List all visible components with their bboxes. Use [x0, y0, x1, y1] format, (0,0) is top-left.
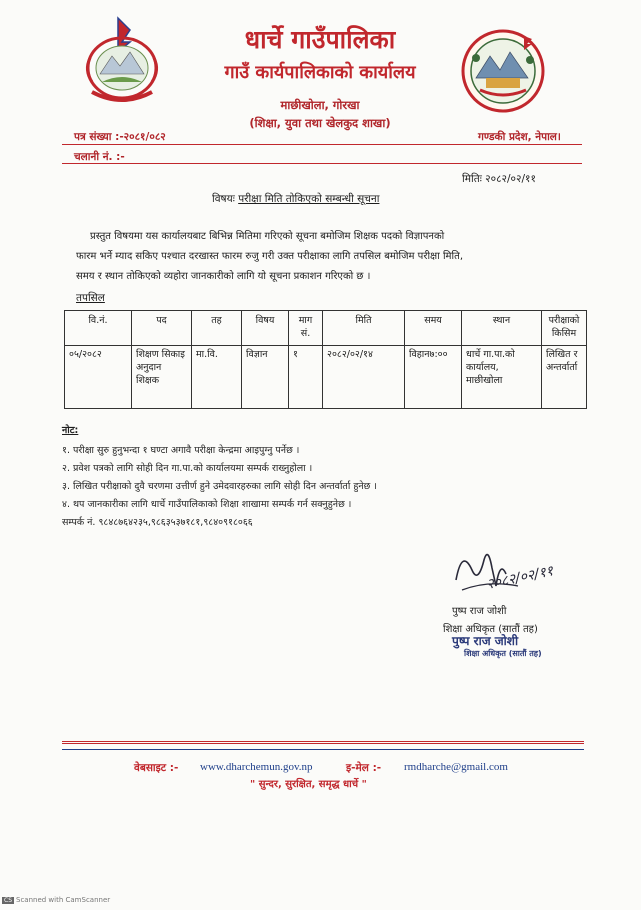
cell-date: २०८२/०२/१४ — [323, 346, 405, 409]
signatory-name: पुष्प राज जोशी — [452, 606, 507, 617]
cell-post: शिक्षण सिकाइ अनुदान शिक्षक — [132, 346, 192, 409]
col-header-serial: वि.नं. — [65, 311, 132, 346]
schedule-title: तपसिल — [76, 292, 105, 304]
header-rule-1 — [62, 144, 582, 145]
footer-rule-red — [62, 741, 584, 744]
email-link[interactable]: rmdharche@gmail.com — [404, 761, 508, 773]
col-header-venue: स्थान — [462, 311, 542, 346]
cell-demand: १ — [289, 346, 323, 409]
table-row — [65, 346, 587, 409]
municipality-name: धार्चे गाउँपालिका — [244, 25, 396, 54]
cell-venue: धार्चे गा.पा.को कार्यालय, माछीखोला — [462, 346, 542, 409]
footer-slogan: " सुन्दर, सुरक्षित, समृद्ध धार्चे " — [250, 779, 367, 790]
table-header-row — [65, 311, 587, 346]
note-item: ४. थप जानकारीका लागि धार्चे गाउँपालिकाको शिक्षा शाखामा सम्पर्क गर्न सक्नुहुनेछ । — [62, 499, 352, 510]
col-header-level: तह — [192, 311, 242, 346]
section-name: (शिक्षा, युवा तथा खेलकुद शाखा) — [249, 116, 391, 130]
cell-exam-type: लिखित र अन्तर्वार्ता — [542, 346, 587, 409]
scanner-watermark — [2, 896, 110, 904]
body-line-2: फारम भर्ने म्याद सकिए पश्चात दरखास्त फारम रुजु गरी उक्त परीक्षाका लागि तपसिल बमोजिम परीक्षा मिति, — [76, 251, 464, 262]
notes-title: नोट: — [62, 425, 79, 436]
letter-number: पत्र संख्या :-२०८१/०८२ — [74, 131, 166, 143]
note-item: १. परीक्षा सुरु हुनुभन्दा १ घण्टा अगावै परीक्षा केन्द्रमा आइपुग्नु पर्नेछ । — [62, 445, 300, 456]
col-header-subject: विषय — [242, 311, 289, 346]
email-label: इ-मेल :- — [346, 762, 382, 774]
cell-serial: ०५/२०८२ — [65, 346, 132, 409]
stamp-designation: शिक्षा अधिकृत (सातौं तह) — [464, 649, 542, 658]
header-rule-2 — [62, 163, 582, 164]
cell-level: मा.वि. — [192, 346, 242, 409]
footer-rule-blue — [62, 749, 584, 750]
signatory-designation: शिक्षा अधिकृत (सातौं तह) — [443, 624, 538, 635]
exam-schedule-table — [64, 310, 587, 409]
col-header-time: समय — [405, 311, 462, 346]
cell-subject: विज्ञान — [242, 346, 289, 409]
watermark-text: Scanned with CamScanner — [16, 896, 111, 904]
subject-line — [212, 192, 379, 206]
col-header-post: पद — [132, 311, 192, 346]
website-link[interactable]: www.dharchemun.gov.np — [200, 761, 313, 773]
body-line-1: प्रस्तुत विषयमा यस कार्यालयबाट बिभिन्न मितिमा गरिएको सूचना बमोजिम शिक्षक पदको विज्ञापनको — [90, 231, 445, 242]
province-name: गण्डकी प्रदेश, नेपाल। — [478, 131, 561, 143]
office-name: गाउँ कार्यपालिकाको कार्यालय — [224, 62, 416, 83]
office-address: माछीखोला, गोरखा — [280, 98, 360, 112]
subject-prefix: विषयः — [212, 193, 235, 205]
notice-date: मितिः २०८२/०२/११ — [462, 173, 536, 185]
stamp-name: पुष्प राज जोशी — [452, 634, 519, 648]
body-line-3: समय र स्थान तोकिएको व्यहोरा जानकारीको लागि यो सूचना प्रकाशन गरिएको छ । — [76, 271, 371, 282]
website-label: वेबसाइट :- — [134, 762, 179, 774]
note-item: ३. लिखित परीक्षाको दुवै चरणमा उत्तीर्ण हुने उमेदवारहरुका लागि सोही दिन अन्तर्वार्ता हुनेछ । — [62, 481, 377, 492]
contact-numbers: सम्पर्क नं. ९८४८७६४२३५,९८६३५३७१८१,९८४०९१८०६६ — [62, 517, 253, 528]
municipality-logo-right — [460, 28, 546, 114]
col-header-demand: माग सं. — [289, 311, 323, 346]
cell-time: विहान७:०० — [405, 346, 462, 409]
col-header-exam-type: परीक्षाको किसिम — [542, 311, 587, 346]
camscanner-icon: CS — [4, 897, 12, 904]
subject-text: परीक्षा मिति तोकिएको सम्बन्धी सूचना — [238, 193, 380, 205]
handwritten-date: २०८२/०२/११ — [485, 563, 555, 593]
note-item: २. प्रवेश पत्रको लागि सोही दिन गा.पा.को कार्यालयमा सम्पर्क राख्नुहोला । — [62, 463, 313, 474]
dispatch-number: चलानी नं. :- — [74, 151, 125, 163]
col-header-date: मिति — [323, 311, 405, 346]
